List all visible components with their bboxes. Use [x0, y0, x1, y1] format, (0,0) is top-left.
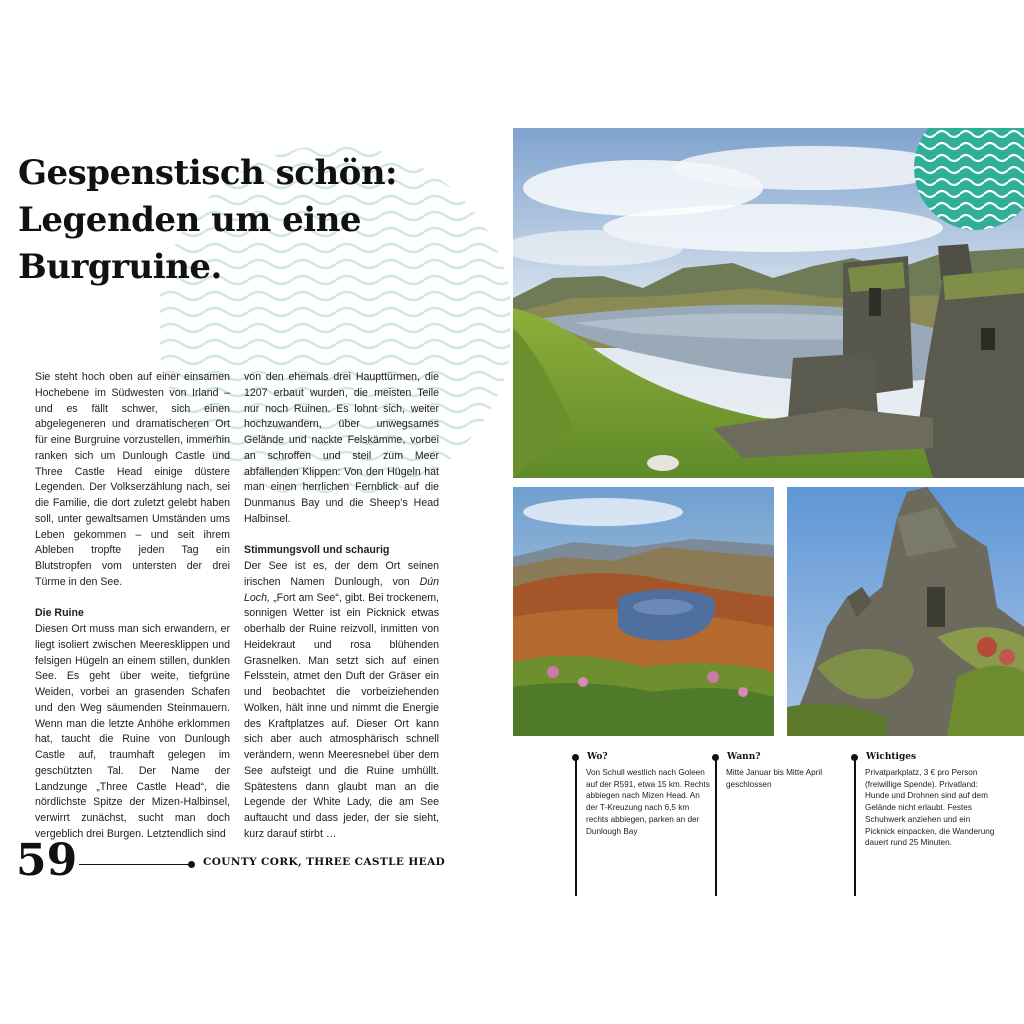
text-column-left: [35, 370, 230, 843]
paragraph-text: „Fort am See“, gibt. Bei trockenem, sonnigen Wetter ist ein Picknick etwas oberhalb der Ruine reizvoll, inmitten von Heidekraut und rosa blühenden Grasnelken. Man setzt sich auf einen Felsstein, atmet den Duft der Gräser ein und beobachtet die vorbeiziehenden Wolken, hält inne und nimmt die Energie des Kraftplatzes auf. Dieser Ort kann sich aber auch atmosphärisch schnell verändern, wenn Meeresnebel über dem See aufsteigt und die Ruine umhüllt. Spätestens dann glaubt man an die Legende der White Lady, die am See auftaucht und dass jeder, der sie sieht, kurz darauf stirbt …: [244, 591, 439, 840]
info-dot: [712, 754, 719, 761]
section-heading-ruine: Die Ruine: [35, 607, 84, 620]
info-text: Privatparkplatz, 3 € pro Person (freiwillige Spende). Privatland: Hunde und Drohnen sind auf dem Gelände nicht erlaubt. Festes Schuhwerk anziehen und ein Picknick einpacken, die Wanderung dauert rund 25 Minuten.: [865, 768, 995, 848]
footer-divider: [79, 864, 191, 865]
title-line: Gespenstisch schön:: [18, 153, 398, 193]
intro-paragraph: Sie steht hoch oben auf einer einsamen Hochebene im Südwesten von Irland – und es fällt schwer, sich einen abgelegeneren und dramatischeren Ort für eine Burgruine vorzustellen, immerhin ranken sich um Dunlough Castle und Three Castle Head einige düstere Legenden. Der Volkserzählung nach, sei die Familie, die dort zuletzt gelebt haben soll, unter gewaltsamen Umständen ums Leben gekommen – und seit ihrem Ableben tropfte jeden Tag ein Blutstropfen vom untersten der drei Türme in den See.: [35, 371, 230, 588]
info-title: Wichtiges: [866, 752, 917, 762]
info-title: Wann?: [727, 752, 761, 762]
continued-paragraph: von den ehemals drei Haupttürmen, die 1207 erbaut wurden, die meisten Teile nur noch Ruinen. Es lohnt sich, weiter hochzuwandern, über unwegsames Gelände und nackte Felskämme, vorbei an schroffen und steil zum Meer abfallenden Klippen: Von den Hügeln hat man einen herrlichen Fernblick auf die Dunmanus Bay und die Sheep’s Head Halbinsel.: [244, 371, 439, 525]
section-heading-stimmungsvoll: Stimmungsvoll und schaurig: [244, 544, 390, 557]
paragraph-text: Der See ist es, der dem Ort seinen irischen Namen Dunlough, von: [244, 560, 439, 588]
photo-lake-heather: [513, 487, 774, 736]
footer-dot: [188, 861, 195, 868]
text-column-right: [244, 370, 439, 843]
photo-tower-ruin: [787, 487, 1024, 736]
info-divider: [854, 756, 856, 896]
info-text: Von Schull westlich nach Goleen auf der R591, etwa 15 km. Rechts abbiegen nach Mizen Head. An der T-Kreuzung nach 6,5 km rechts abbiegen, parken an der Dunlough Bay: [586, 768, 710, 836]
stimmungsvoll-paragraph: [244, 559, 439, 843]
info-dot: [851, 754, 858, 761]
info-dot: [572, 754, 579, 761]
wave-badge-icon: [912, 128, 1024, 230]
title-line: Burgruine.: [18, 247, 222, 287]
irish-name: Dún Loch,: [244, 575, 439, 604]
info-text: Mitte Januar bis Mitte April geschlossen: [726, 768, 823, 789]
info-divider: [715, 756, 717, 896]
page-number: 59: [16, 835, 78, 886]
ruine-paragraph: Diesen Ort muss man sich erwandern, er liegt isoliert zwischen Meeresklippen und felsigen Hügeln an einem stillen, dunklen See. Es geht über weite, tiefgrüne Weiden, vorbei an grasenden Schafen und den Weg säumenden Steinmauern. Wenn man die letzte Anhöhe erklommen hat, taucht die Ruine von Dunlough Castle auf, traumhaft gelegen im geschützten Tal. Der Name der Landzunge „Three Castle Head“, die nördlichste Spitze der Mizen-Halbinsel, verwirrt zunächst, sucht man doch vergeblich drei Burgen. Letztendlich sind: [35, 623, 230, 840]
info-title: Wo?: [587, 752, 608, 762]
title-line: Legenden um eine: [18, 200, 362, 240]
article-title: [18, 150, 458, 291]
location-label: COUNTY CORK, THREE CASTLE HEAD: [203, 856, 446, 868]
info-divider: [575, 756, 577, 896]
